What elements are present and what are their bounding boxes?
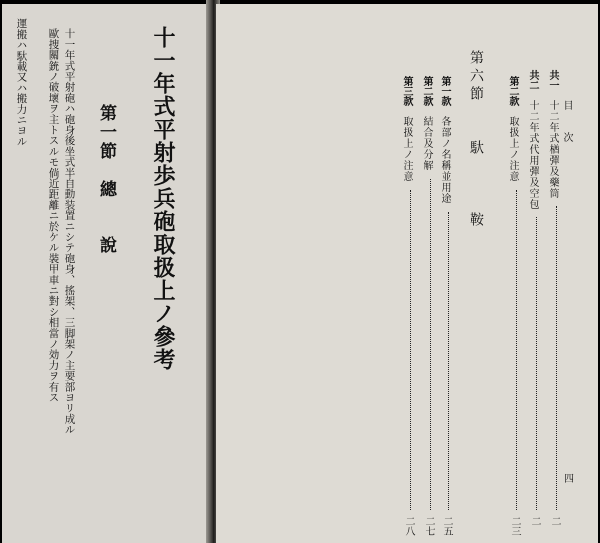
page-number: 四	[564, 474, 574, 485]
toc-entry	[397, 76, 416, 182]
toc-entry-label: 第一款	[439, 76, 450, 116]
toc-leader	[430, 179, 431, 510]
toc-entry-label: 第二款	[421, 76, 432, 116]
toc-leader	[448, 212, 449, 510]
toc-entry-title: 十二年式楢彈及藥筒	[547, 100, 558, 199]
toc-page-number: 二七	[423, 516, 434, 536]
body-line-1: 十一年式平射砲ハ砲身後坐式半自動装置ニシテ砲身、搖架、三脚架ノ主要部ヨリ成ル	[63, 28, 76, 435]
toc-page-number: 二八	[403, 516, 414, 536]
toc-entry-title: 取扱上ノ注意	[401, 116, 412, 182]
toc-leader	[536, 217, 537, 510]
body-line-3: 運搬ハ馱載又ハ搬力ニヨル	[15, 18, 28, 147]
toc-entry	[417, 76, 436, 171]
toc-leader	[516, 190, 517, 510]
toc-leader	[410, 190, 411, 510]
toc-page-number: 二	[549, 516, 560, 526]
toc-entry	[466, 50, 486, 230]
toc-entry-label: 共二	[527, 70, 538, 100]
toc-page-number: 二五	[441, 516, 452, 536]
toc-entry-title: 結合及分解	[421, 116, 432, 171]
toc-entry-label: 共一	[547, 70, 558, 100]
section-heading: 第一節 總	[96, 104, 116, 199]
page-title: 十一年式平射歩兵砲取扱上ノ參考	[150, 26, 176, 371]
toc-header: 目 次	[561, 100, 572, 148]
toc-entry-title: 取扱上ノ注意	[507, 116, 518, 182]
toc-entry-title: 各部ノ名稱並用途	[439, 116, 450, 204]
toc-page-number: 二三	[509, 516, 520, 536]
toc-leader	[556, 206, 557, 510]
toc-entry-label: 第三款	[401, 76, 412, 116]
toc-entry	[503, 76, 522, 182]
toc-entry	[435, 76, 454, 204]
toc-page-number: 二	[529, 516, 540, 526]
toc-entry-title: 十二年式代用彈及空包	[527, 100, 538, 210]
section-heading-sub: 說	[96, 236, 116, 253]
body-line-2: 歐捜關銃ノ破壞ヲ主トスルモ倘近距離ニ於ケル裝甲車ニ對シ相當ノ効力ヲ有ス	[47, 28, 60, 403]
toc-chapter: 第六節 馱 鞍	[468, 50, 484, 230]
toc-entry-label: 第二款	[507, 76, 518, 116]
toc-entry	[543, 70, 562, 199]
left-page	[2, 4, 212, 543]
right-page	[216, 4, 598, 543]
toc-entry	[523, 70, 542, 210]
